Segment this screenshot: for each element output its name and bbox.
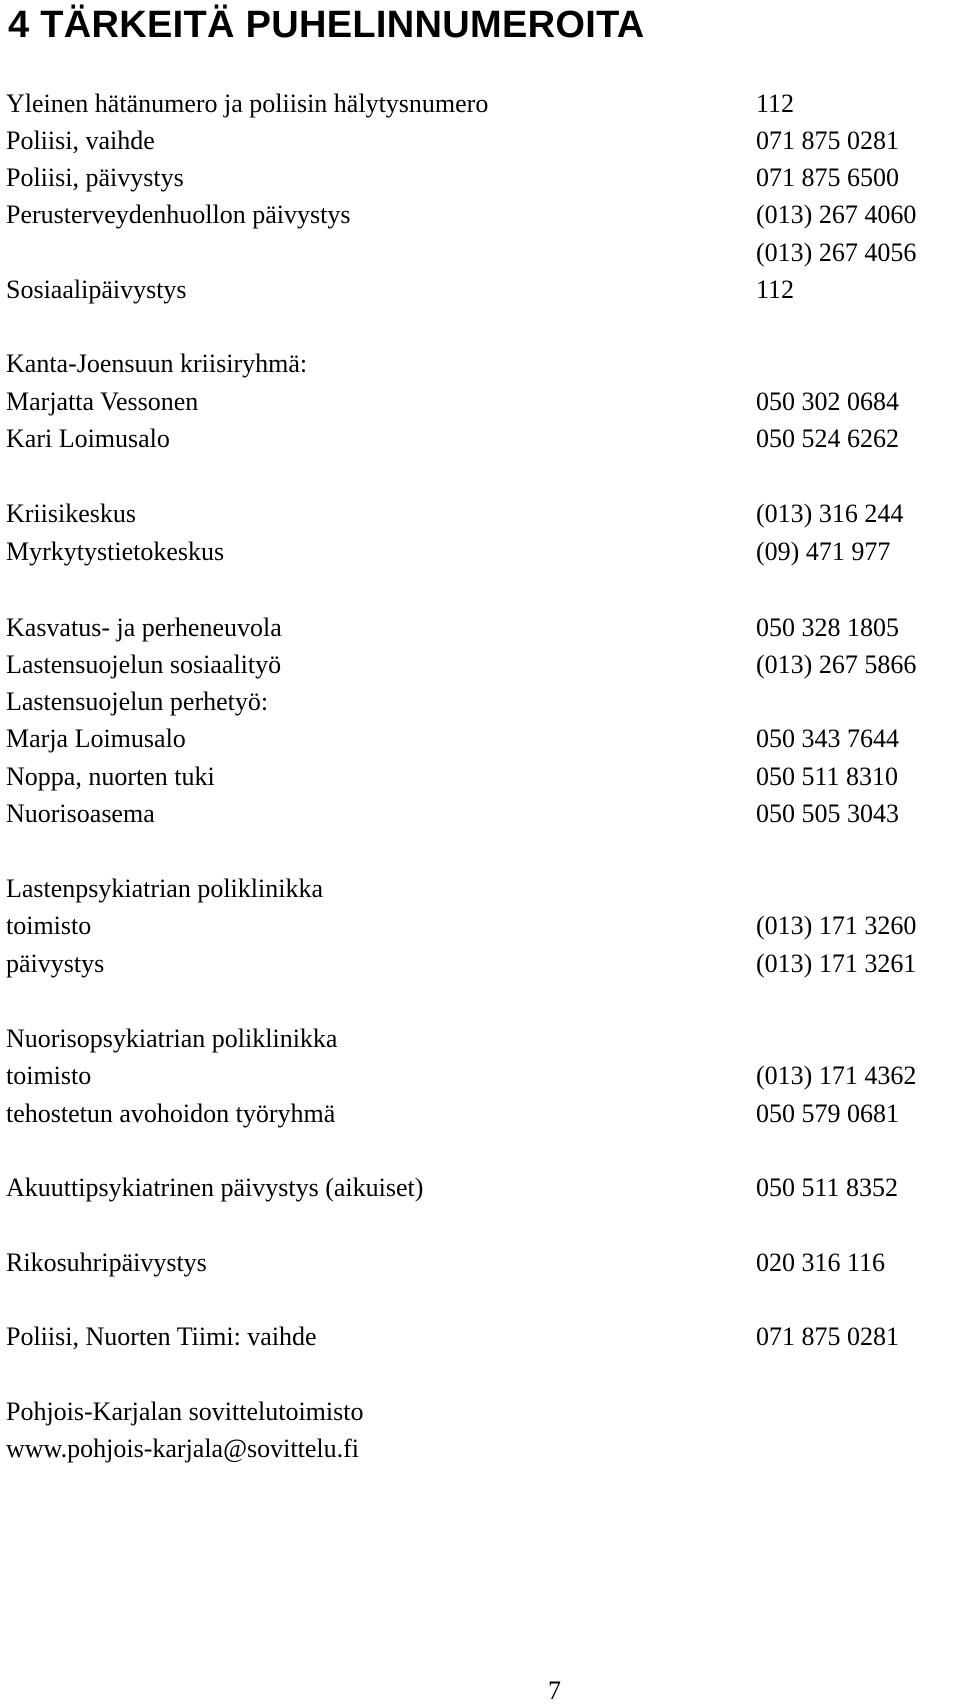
list-item — [0, 871, 960, 907]
entry-name: Yleinen hätänumero ja poliisin hälytysnumero — [6, 89, 489, 118]
entry-number: 050 511 8310 — [756, 762, 899, 791]
entry-number: 020 316 116 — [756, 1248, 886, 1277]
entry-number: 071 875 0281 — [756, 126, 899, 155]
entry-name: Marja Loimusalo — [6, 724, 186, 753]
entry-number: 071 875 6500 — [756, 163, 899, 192]
list-item — [0, 1431, 960, 1467]
list-item — [0, 721, 960, 757]
entry-name: Poliisi, päivystys — [6, 163, 184, 192]
list-item — [0, 534, 960, 570]
entry-number: 112 — [756, 89, 795, 118]
entry-name: Lastensuojelun perhetyö: — [6, 687, 269, 716]
entry-number: (013) 267 5866 — [756, 650, 917, 679]
entry-name: Noppa, nuorten tuki — [6, 762, 215, 791]
entry-name: Kasvatus- ja perheneuvola — [6, 613, 282, 642]
entry-number: (013) 171 3261 — [756, 949, 917, 978]
list-item — [0, 1096, 960, 1132]
entry-name: Marjatta Vessonen — [6, 387, 199, 416]
entry-number: (013) 316 244 — [756, 499, 904, 528]
entry-number: 050 302 0684 — [756, 387, 899, 416]
list-item — [0, 123, 960, 159]
list-item — [0, 647, 960, 683]
page-title: 4 TÄRKEITÄ PUHELINNUMEROITA — [8, 4, 645, 46]
list-item — [0, 1170, 960, 1206]
list-item — [0, 946, 960, 982]
entry-name: Myrkytystietokeskus — [6, 537, 225, 566]
entry-name: päivystys — [6, 949, 105, 978]
entry-number: 050 505 3043 — [756, 799, 899, 828]
list-item — [0, 160, 960, 196]
entry-name: Perusterveydenhuollon päivystys — [6, 200, 351, 229]
entry-name: Kari Loimusalo — [6, 424, 170, 453]
entry-number: 050 524 6262 — [756, 424, 899, 453]
entry-name: Nuorisoasema — [6, 799, 155, 828]
entry-number: 071 875 0281 — [756, 1322, 899, 1351]
entry-name: Poliisi, Nuorten Tiimi: vaihde — [6, 1322, 317, 1351]
list-item — [0, 421, 960, 457]
list-item — [0, 1394, 960, 1430]
entry-name: Lastensuojelun sosiaalityö — [6, 650, 282, 679]
list-item — [0, 197, 960, 233]
list-item — [0, 1058, 960, 1094]
entry-number: 050 328 1805 — [756, 613, 899, 642]
entry-name: Akuuttipsykiatrinen päivystys (aikuiset) — [6, 1173, 424, 1202]
list-item — [0, 1245, 960, 1281]
list-item — [0, 908, 960, 944]
entry-number: (09) 471 977 — [756, 537, 891, 566]
entry-name: www.pohjois-karjala@sovittelu.fi — [6, 1434, 359, 1463]
entry-number: (013) 171 3260 — [756, 911, 917, 940]
entry-name: Sosiaalipäivystys — [6, 275, 187, 304]
entry-name: Kanta-Joensuun kriisiryhmä: — [6, 349, 308, 378]
list-item — [0, 796, 960, 832]
list-item — [0, 86, 960, 122]
entry-number: (013) 267 4056 — [756, 238, 917, 267]
entry-name: Poliisi, vaihde — [6, 126, 155, 155]
entry-number: 050 579 0681 — [756, 1099, 899, 1128]
list-item — [0, 610, 960, 646]
page-number: 7 — [548, 1676, 561, 1705]
entry-number: (013) 267 4060 — [756, 200, 917, 229]
entry-number: 050 343 7644 — [756, 724, 899, 753]
entry-name: toimisto — [6, 1061, 92, 1090]
entry-name: Kriisikeskus — [6, 499, 136, 528]
list-item — [0, 684, 960, 720]
entry-name: toimisto — [6, 911, 92, 940]
list-item — [0, 384, 960, 420]
entry-name: Pohjois-Karjalan sovittelutoimisto — [6, 1397, 364, 1426]
entry-name: Lastenpsykiatrian poliklinikka — [6, 874, 323, 903]
entry-number: (013) 171 4362 — [756, 1061, 917, 1090]
entry-number: 050 511 8352 — [756, 1173, 899, 1202]
list-item — [0, 346, 960, 382]
list-item — [0, 235, 960, 271]
entry-name: tehostetun avohoidon työryhmä — [6, 1099, 336, 1128]
list-item — [0, 1319, 960, 1355]
entry-name: Nuorisopsykiatrian poliklinikka — [6, 1024, 338, 1053]
list-item — [0, 759, 960, 795]
entry-name: Rikosuhripäivystys — [6, 1248, 207, 1277]
entry-number: 112 — [756, 275, 795, 304]
list-item — [0, 1021, 960, 1057]
list-item — [0, 272, 960, 308]
list-item — [0, 496, 960, 532]
